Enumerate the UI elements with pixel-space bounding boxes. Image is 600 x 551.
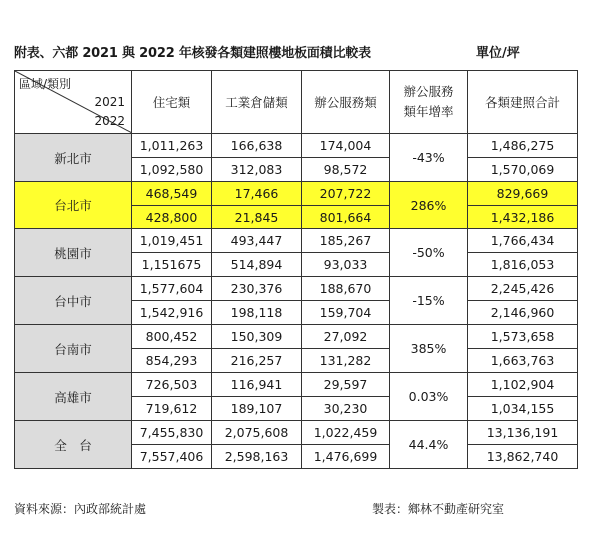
corner-type-label: 區域/類別 bbox=[19, 77, 72, 91]
header-total: 各類建照合計 bbox=[468, 71, 578, 134]
residential-2022: 719,612 bbox=[132, 397, 212, 421]
residential-2021: 800,452 bbox=[132, 325, 212, 349]
office-2022: 131,282 bbox=[302, 349, 390, 373]
header-office: 辦公服務類 bbox=[302, 71, 390, 134]
office-growth: -43% bbox=[390, 134, 468, 182]
corner-2022-label: 2022 bbox=[94, 114, 125, 128]
total-2021: 1,573,658 bbox=[468, 325, 578, 349]
industrial-2022: 2,598,163 bbox=[212, 445, 302, 469]
corner-2021-label: 2021 bbox=[94, 95, 125, 109]
total-2022: 1,432,186 bbox=[468, 206, 578, 229]
industrial-2022: 514,894 bbox=[212, 253, 302, 277]
office-2022: 1,476,699 bbox=[302, 445, 390, 469]
region-name: 高雄市 bbox=[15, 373, 132, 421]
office-2021: 185,267 bbox=[302, 229, 390, 253]
residential-2022: 1,151675 bbox=[132, 253, 212, 277]
total-2021: 13,136,191 bbox=[468, 421, 578, 445]
residential-2021: 468,549 bbox=[132, 182, 212, 206]
office-2021: 1,022,459 bbox=[302, 421, 390, 445]
total-2022: 13,862,740 bbox=[468, 445, 578, 469]
table-row bbox=[15, 134, 578, 158]
industrial-2021: 116,941 bbox=[212, 373, 302, 397]
total-2021: 829,669 bbox=[468, 182, 578, 206]
residential-2022: 854,293 bbox=[132, 349, 212, 373]
header-office-growth-line2: 類年增率 bbox=[403, 104, 454, 119]
header-row bbox=[15, 71, 578, 134]
industrial-2022: 216,257 bbox=[212, 349, 302, 373]
total-2022: 1,034,155 bbox=[468, 397, 578, 421]
table-row bbox=[15, 325, 578, 349]
region-name: 台南市 bbox=[15, 325, 132, 373]
residential-2021: 7,455,830 bbox=[132, 421, 212, 445]
region-name: 台中市 bbox=[15, 277, 132, 325]
total-2021: 1,766,434 bbox=[468, 229, 578, 253]
office-growth: 385% bbox=[390, 325, 468, 373]
office-2021: 27,092 bbox=[302, 325, 390, 349]
industrial-2021: 166,638 bbox=[212, 134, 302, 158]
office-2022: 98,572 bbox=[302, 158, 390, 182]
comparison-table bbox=[14, 70, 578, 469]
total-2022: 1,663,763 bbox=[468, 349, 578, 373]
industrial-2022: 189,107 bbox=[212, 397, 302, 421]
source-note: 資料來源：內政部統計處 bbox=[14, 502, 147, 516]
industrial-2021: 17,466 bbox=[212, 182, 302, 206]
table-row bbox=[15, 277, 578, 301]
header-office-growth-line1: 辦公服務 bbox=[403, 84, 454, 99]
maker-note: 製表：鄉林不動產研究室 bbox=[372, 502, 505, 516]
total-2022: 2,146,960 bbox=[468, 301, 578, 325]
industrial-2022: 312,083 bbox=[212, 158, 302, 182]
region-name: 桃園市 bbox=[15, 229, 132, 277]
industrial-2021: 493,447 bbox=[212, 229, 302, 253]
office-growth: -15% bbox=[390, 277, 468, 325]
office-2021: 207,722 bbox=[302, 182, 390, 206]
header-office-growth bbox=[390, 71, 468, 134]
total-2022: 1,816,053 bbox=[468, 253, 578, 277]
residential-2021: 1,019,451 bbox=[132, 229, 212, 253]
table-title: 附表、六都 2021 與 2022 年核發各類建照樓地板面積比較表 bbox=[14, 46, 371, 61]
industrial-2021: 2,075,608 bbox=[212, 421, 302, 445]
table-row bbox=[15, 229, 578, 253]
corner-cell bbox=[15, 71, 132, 134]
header-industrial: 工業倉儲類 bbox=[212, 71, 302, 134]
office-2022: 93,033 bbox=[302, 253, 390, 277]
residential-2021: 726,503 bbox=[132, 373, 212, 397]
region-name: 新北市 bbox=[15, 134, 132, 182]
table-row bbox=[15, 182, 578, 206]
header-residential: 住宅類 bbox=[132, 71, 212, 134]
industrial-2022: 21,845 bbox=[212, 206, 302, 229]
office-growth: -50% bbox=[390, 229, 468, 277]
table-row bbox=[15, 421, 578, 445]
office-2021: 29,597 bbox=[302, 373, 390, 397]
total-2021: 1,102,904 bbox=[468, 373, 578, 397]
region-name: 台北市 bbox=[15, 182, 132, 229]
total-2021: 1,486,275 bbox=[468, 134, 578, 158]
residential-2022: 7,557,406 bbox=[132, 445, 212, 469]
industrial-2022: 198,118 bbox=[212, 301, 302, 325]
region-name: 全 台 bbox=[15, 421, 132, 469]
total-2022: 1,570,069 bbox=[468, 158, 578, 182]
office-2022: 159,704 bbox=[302, 301, 390, 325]
office-2022: 30,230 bbox=[302, 397, 390, 421]
industrial-2021: 150,309 bbox=[212, 325, 302, 349]
office-growth: 44.4% bbox=[390, 421, 468, 469]
total-2021: 2,245,426 bbox=[468, 277, 578, 301]
office-growth: 286% bbox=[390, 182, 468, 229]
office-growth: 0.03% bbox=[390, 373, 468, 421]
residential-2022: 428,800 bbox=[132, 206, 212, 229]
office-2021: 174,004 bbox=[302, 134, 390, 158]
residential-2021: 1,577,604 bbox=[132, 277, 212, 301]
residential-2022: 1,092,580 bbox=[132, 158, 212, 182]
table-row bbox=[15, 373, 578, 397]
office-2022: 801,664 bbox=[302, 206, 390, 229]
residential-2021: 1,011,263 bbox=[132, 134, 212, 158]
office-2021: 188,670 bbox=[302, 277, 390, 301]
unit-label: 單位/坪 bbox=[476, 46, 520, 61]
industrial-2021: 230,376 bbox=[212, 277, 302, 301]
residential-2022: 1,542,916 bbox=[132, 301, 212, 325]
